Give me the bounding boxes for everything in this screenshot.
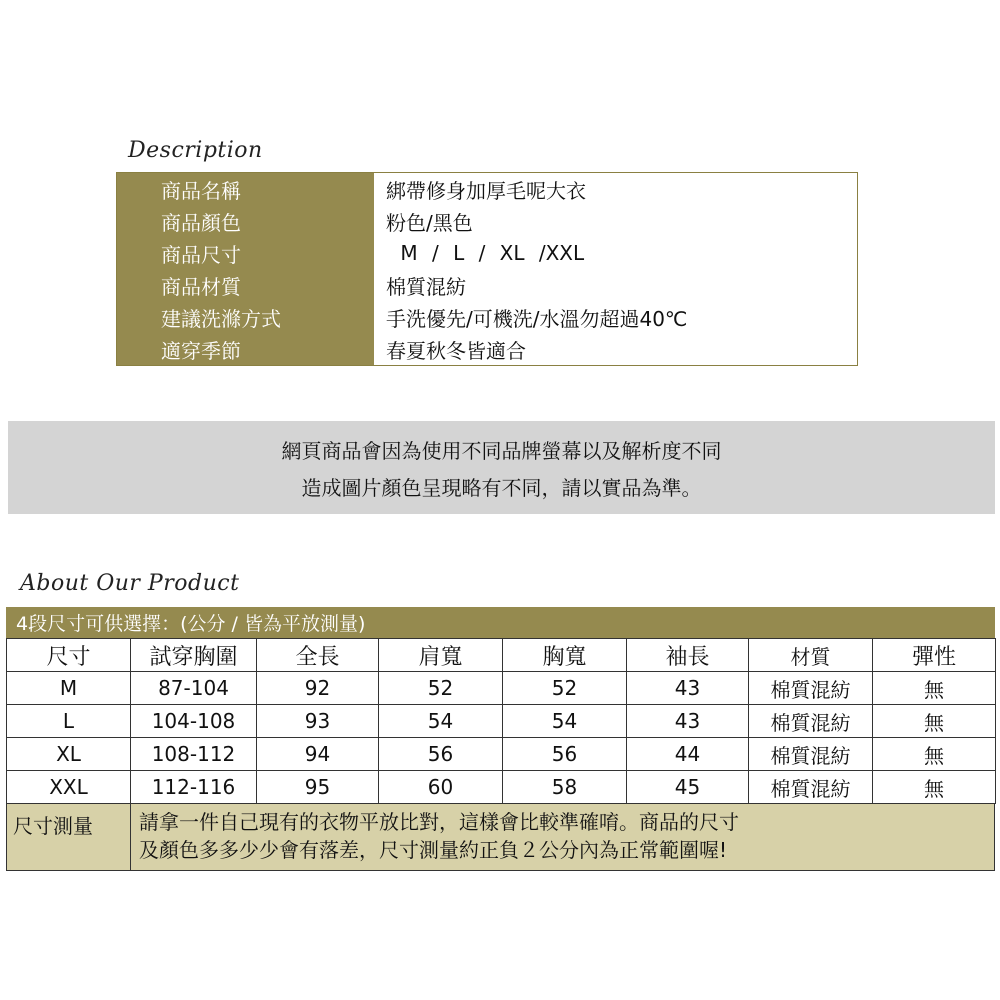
desc-label-material: 商品材質 — [161, 274, 241, 299]
about-heading: About Our Product — [20, 571, 240, 596]
cell-size: XL — [7, 738, 131, 771]
cell-length: 94 — [257, 738, 379, 771]
desc-label-name: 商品名稱 — [161, 178, 241, 203]
description-heading: Description — [128, 138, 263, 163]
cell-chest-width: 52 — [503, 672, 627, 705]
desc-value-size: M / L / XL /XXL — [386, 241, 585, 265]
notice-line-2: 造成圖片顏色呈現略有不同，請以實品為準。 — [301, 475, 702, 500]
cell-sleeve: 43 — [627, 672, 749, 705]
header-size: 尺寸 — [7, 639, 131, 672]
desc-value-material: 棉質混紡 — [386, 274, 466, 299]
notice-line-1: 網頁商品會因為使用不同品牌螢幕以及解析度不同 — [281, 438, 722, 463]
cell-trial-chest: 87-104 — [131, 672, 257, 705]
desc-value-wash: 手洗優先/可機洗/水溫勿超過40℃ — [386, 306, 688, 331]
cell-chest-width: 56 — [503, 738, 627, 771]
header-elasticity: 彈性 — [873, 639, 996, 672]
header-material: 材質 — [749, 639, 873, 672]
desc-label-season: 適穿季節 — [161, 338, 241, 363]
cell-length: 93 — [257, 705, 379, 738]
cell-shoulder: 56 — [379, 738, 503, 771]
cell-trial-chest: 104-108 — [131, 705, 257, 738]
cell-elasticity: 無 — [873, 738, 996, 771]
cell-material: 棉質混紡 — [749, 771, 873, 804]
table-row — [7, 705, 996, 738]
cell-shoulder: 52 — [379, 672, 503, 705]
header-chest-width: 胸寬 — [503, 639, 627, 672]
cell-length: 95 — [257, 771, 379, 804]
cell-size: M — [7, 672, 131, 705]
cell-size: L — [7, 705, 131, 738]
desc-label-wash: 建議洗滌方式 — [161, 306, 281, 331]
size-chart-caption: 4段尺寸可供選擇：(公分 / 皆為平放測量) — [6, 607, 995, 638]
header-shoulder: 肩寬 — [379, 639, 503, 672]
size-table-header — [7, 639, 996, 672]
cell-shoulder: 60 — [379, 771, 503, 804]
cell-material: 棉質混紡 — [749, 705, 873, 738]
desc-value-season: 春夏秋冬皆適合 — [386, 338, 526, 363]
header-length: 全長 — [257, 639, 379, 672]
measurement-note-label: 尺寸測量 — [7, 804, 131, 870]
cell-chest-width: 58 — [503, 771, 627, 804]
header-trial-chest: 試穿胸圍 — [131, 639, 257, 672]
cell-elasticity: 無 — [873, 672, 996, 705]
header-sleeve: 袖長 — [627, 639, 749, 672]
cell-size: XXL — [7, 771, 131, 804]
desc-value-name: 綁帶修身加厚毛呢大衣 — [386, 178, 586, 203]
cell-sleeve: 43 — [627, 705, 749, 738]
desc-label-color: 商品顏色 — [161, 210, 241, 235]
table-row — [7, 771, 996, 804]
table-row — [7, 672, 996, 705]
description-label-column — [117, 173, 374, 365]
cell-elasticity: 無 — [873, 771, 996, 804]
cell-elasticity: 無 — [873, 705, 996, 738]
cell-shoulder: 54 — [379, 705, 503, 738]
measurement-note-line-2: 及顏色多多少少會有落差，尺寸測量約正負２公分內為正常範圍喔! — [139, 838, 728, 862]
desc-label-size: 商品尺寸 — [161, 242, 241, 267]
cell-sleeve: 45 — [627, 771, 749, 804]
cell-length: 92 — [257, 672, 379, 705]
size-table — [6, 638, 996, 804]
table-row — [7, 738, 996, 771]
measurement-note — [6, 804, 995, 871]
cell-trial-chest: 108-112 — [131, 738, 257, 771]
measurement-note-text — [131, 804, 994, 870]
description-table — [116, 172, 858, 366]
cell-trial-chest: 112-116 — [131, 771, 257, 804]
desc-value-color: 粉色/黑色 — [386, 210, 473, 235]
cell-chest-width: 54 — [503, 705, 627, 738]
notice-banner — [8, 421, 995, 514]
cell-material: 棉質混紡 — [749, 672, 873, 705]
description-value-column — [374, 173, 857, 365]
measurement-note-line-1: 請拿一件自己現有的衣物平放比對，這樣會比較準確唷。商品的尺寸 — [139, 810, 739, 834]
cell-material: 棉質混紡 — [749, 738, 873, 771]
size-chart — [6, 607, 995, 871]
cell-sleeve: 44 — [627, 738, 749, 771]
